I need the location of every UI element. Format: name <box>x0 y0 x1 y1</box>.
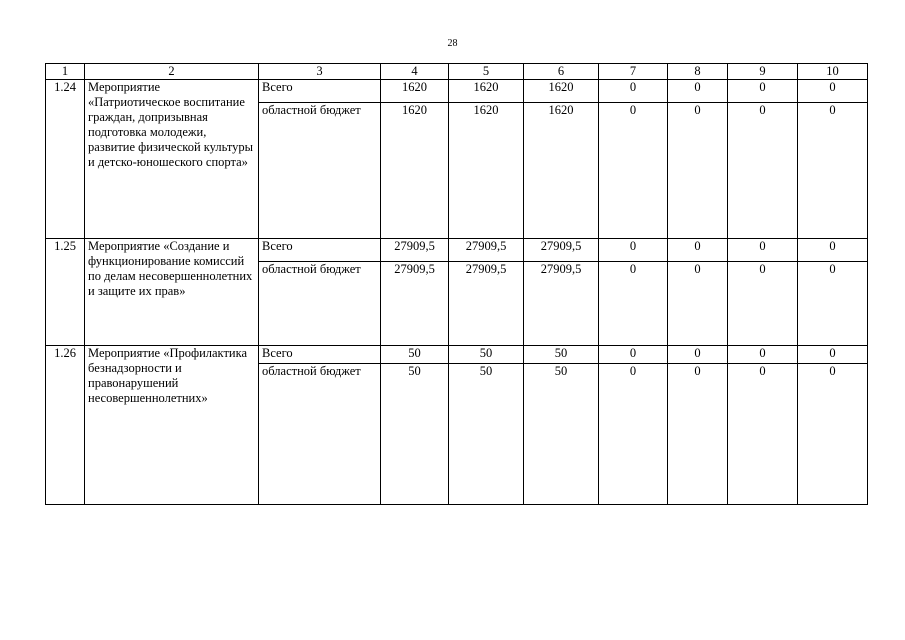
table-row <box>46 346 868 364</box>
header-cell: 1 <box>46 64 85 80</box>
value-cell: 50 <box>524 364 599 505</box>
value-cell: 27909,5 <box>524 239 599 262</box>
value-cell: 0 <box>728 103 798 239</box>
header-cell: 3 <box>259 64 381 80</box>
value-cell: 0 <box>728 239 798 262</box>
budget-table <box>45 63 868 505</box>
value-cell: 1620 <box>524 103 599 239</box>
funding-source: областной бюджет <box>259 103 381 239</box>
value-cell: 50 <box>449 346 524 364</box>
value-cell: 0 <box>798 103 868 239</box>
funding-source: Всего <box>259 346 381 364</box>
value-cell: 0 <box>599 364 668 505</box>
funding-source: областной бюджет <box>259 364 381 505</box>
header-cell: 5 <box>449 64 524 80</box>
value-cell: 1620 <box>524 80 599 103</box>
value-cell: 0 <box>798 239 868 262</box>
value-cell: 27909,5 <box>449 239 524 262</box>
value-cell: 0 <box>728 346 798 364</box>
activity-description: Мероприятие «Патриотическое воспитание граждан, допризывная подготовка молодежи, развитие физической культуры и детско-юношеского спорта» <box>85 80 259 239</box>
table-row <box>46 239 868 262</box>
page-number: 28 <box>447 38 458 49</box>
value-cell: 0 <box>599 262 668 346</box>
header-cell: 2 <box>85 64 259 80</box>
header-cell: 6 <box>524 64 599 80</box>
value-cell: 0 <box>798 262 868 346</box>
funding-source: Всего <box>259 239 381 262</box>
value-cell: 50 <box>381 364 449 505</box>
value-cell: 27909,5 <box>381 262 449 346</box>
row-number: 1.24 <box>46 80 85 239</box>
table-row <box>46 80 868 103</box>
header-row <box>46 64 868 80</box>
value-cell: 50 <box>524 346 599 364</box>
value-cell: 0 <box>798 364 868 505</box>
value-cell: 27909,5 <box>381 239 449 262</box>
value-cell: 0 <box>668 80 728 103</box>
value-cell: 0 <box>728 262 798 346</box>
row-number: 1.25 <box>46 239 85 346</box>
value-cell: 27909,5 <box>524 262 599 346</box>
value-cell: 0 <box>668 239 728 262</box>
header-cell: 10 <box>798 64 868 80</box>
value-cell: 0 <box>668 103 728 239</box>
value-cell: 0 <box>599 103 668 239</box>
activity-description: Мероприятие «Профилактика безнадзорности и правонарушений несовершеннолетних» <box>85 346 259 505</box>
value-cell: 1620 <box>449 103 524 239</box>
value-cell: 50 <box>381 346 449 364</box>
value-cell: 0 <box>668 346 728 364</box>
header-cell: 8 <box>668 64 728 80</box>
value-cell: 0 <box>599 239 668 262</box>
value-cell: 0 <box>798 80 868 103</box>
value-cell: 50 <box>449 364 524 505</box>
funding-source: областной бюджет <box>259 262 381 346</box>
header-cell: 7 <box>599 64 668 80</box>
header-cell: 4 <box>381 64 449 80</box>
row-number: 1.26 <box>46 346 85 505</box>
value-cell: 0 <box>668 262 728 346</box>
value-cell: 1620 <box>449 80 524 103</box>
value-cell: 0 <box>728 80 798 103</box>
funding-source: Всего <box>259 80 381 103</box>
value-cell: 1620 <box>381 103 449 239</box>
value-cell: 0 <box>728 364 798 505</box>
value-cell: 0 <box>798 346 868 364</box>
header-cell: 9 <box>728 64 798 80</box>
value-cell: 27909,5 <box>449 262 524 346</box>
value-cell: 0 <box>599 80 668 103</box>
activity-description: Мероприятие «Создание и функционирование комиссий по делам несовершеннолетних и защите их прав» <box>85 239 259 346</box>
value-cell: 0 <box>668 364 728 505</box>
value-cell: 1620 <box>381 80 449 103</box>
value-cell: 0 <box>599 346 668 364</box>
